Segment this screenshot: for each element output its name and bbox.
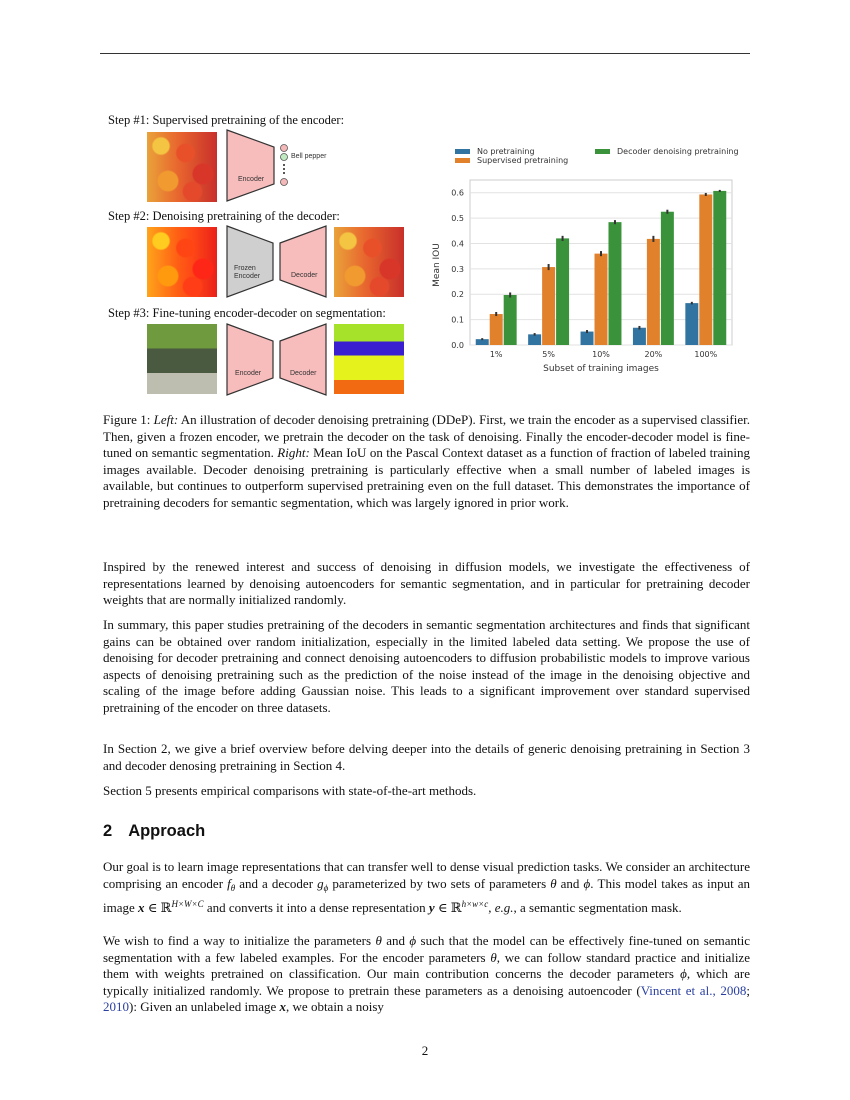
legend-label: No pretraining <box>477 147 535 156</box>
step-3-label: Step #3: Fine-tuning encoder-decoder on segmentation: <box>108 306 386 320</box>
y-tick-label: 0.0 <box>451 341 464 350</box>
text-run: θ <box>550 875 557 891</box>
bar <box>595 254 608 345</box>
frozen-encoder-block <box>226 225 276 298</box>
segmentation-mask-image <box>334 324 404 394</box>
class-label-bell-pepper: Bell pepper <box>291 153 327 160</box>
text-run: Mean IoU on the Pascal Context dataset as a function of fraction of labeled training images available. Decoder denoising pretraining is particularly effective when a small number of labeled images is available, but continues to outperform supervised pretraining even on the full dataset. This demonstrates the importance of pretraining decoders for semantic segmentation, which was largely ignored in prior work. <box>103 445 750 510</box>
text-run: , a semantic segmentation mask. <box>513 900 682 916</box>
text-run: In Section 2, we give a brief overview before delving deeper into the details of generic denoising pretraining in Section 3 and decoder denosing pretraining in Section 4. <box>103 741 750 773</box>
bar <box>699 194 712 345</box>
y-tick-label: 0.3 <box>451 264 464 274</box>
bar <box>685 303 698 345</box>
text-run: and <box>381 933 410 948</box>
approach-paragraph-2 <box>103 933 750 1016</box>
step-2-label: Step #2: Denoising pretraining of the decoder: <box>108 209 340 223</box>
text-run: f <box>227 875 231 891</box>
text-run: , which are typically initialized randomly. We propose to pretrain these parameters as a denoising autoencoder ( <box>103 966 751 998</box>
text-run: Section 5 presents empirical comparisons with state-of-the-art methods. <box>103 783 477 798</box>
text-run: e.g. <box>494 900 514 916</box>
text-run: h×w×c <box>461 899 489 910</box>
class-output-nodes <box>278 143 290 188</box>
bar <box>556 238 569 345</box>
text-run: ϕ <box>583 875 591 891</box>
text-run: ϕ <box>409 933 417 948</box>
text-run: An illustration of decoder denoising pretraining (DDeP). First, we train the encoder as a supervised classifier. Then, given a frozen encoder, we pretrain the decoder on the task of denoising. Finally the encoder-decoder model is fine-tuned on semantic segmentation. <box>103 412 750 461</box>
x-tick-label: 5% <box>542 350 555 359</box>
y-axis-label: Mean IOU <box>432 243 442 287</box>
text-run: θ <box>230 882 236 893</box>
text-run: x <box>279 999 287 1015</box>
text-run: In summary, this paper studies pretraining of the decoders in semantic segmentation architectures and finds that significant gains can be obtained over random initialization, especially in the limited labeled data setting. We propose the use of denoising for decoder pretraining and connect denoising autoencoders to diffusion probabilistic models to improve various aspects of denoising pretraining such as the prediction of the noise instead of the image in the denoising objective and scaling of the image before adding Gaussian noise. This leads to a significant improvement over standard supervised pretraining of the encoder on three datasets. <box>103 617 750 715</box>
x-tick-label: 10% <box>592 350 610 359</box>
text-run: parameterized by two sets of parameters <box>328 875 551 891</box>
text-run: Figure 1: <box>103 412 154 427</box>
citation-link[interactable]: 2010 <box>103 999 129 1015</box>
section-title: Approach <box>128 822 206 840</box>
bar <box>713 191 726 345</box>
bar <box>647 239 660 345</box>
text-run: H×W×C <box>171 899 204 910</box>
bar <box>528 334 541 345</box>
y-tick-label: 0.5 <box>451 214 464 224</box>
decoder-block <box>279 225 329 298</box>
y-tick-label: 0.2 <box>451 290 464 300</box>
text-run: and converts it into a dense representation <box>203 900 429 916</box>
decoder-label: Decoder <box>290 370 317 377</box>
chart-legend <box>455 147 739 165</box>
bar <box>608 222 621 345</box>
denoised-output-image <box>334 227 404 297</box>
frozen-encoder-label <box>234 265 260 281</box>
text-run: x <box>138 900 145 916</box>
text-run: , <box>488 900 495 916</box>
x-tick-label: 20% <box>644 350 663 359</box>
bar <box>633 328 646 345</box>
input-image-peppers <box>147 132 217 202</box>
y-tick-label: 0.4 <box>451 239 464 249</box>
legend-swatch <box>455 149 470 154</box>
citation-link[interactable]: Vincent et al., 2008 <box>640 982 747 998</box>
encoder-label: Encoder <box>238 176 265 183</box>
text-run: , we can follow standard practice and initialize them with weights pretrained on classification. Our main contribution concerns the decoder parameters <box>103 949 750 982</box>
text-run: ϕ <box>680 966 687 982</box>
text-run: ϕ <box>323 882 329 893</box>
text-run: Right: <box>277 445 310 461</box>
bar <box>490 314 503 345</box>
frozen-label: Frozen <box>234 265 256 272</box>
input-image-motorcyclists <box>147 324 217 394</box>
text-run: Inspired by the renewed interest and success of denoising in diffusion models, we investigate the effectiveness of representations learned by denoising autoencoders for semantic segmentation, and in particular for pretraining decoder weights that are normally initialized randomly. <box>103 559 750 608</box>
intro-paragraph-4 <box>103 783 750 800</box>
text-run: ∈ ℝ <box>434 900 462 916</box>
text-run: , we obtain a noisy <box>286 999 384 1015</box>
noisy-input-image <box>147 227 217 297</box>
y-tick-label: 0.1 <box>451 315 464 325</box>
text-run: and a decoder <box>235 875 318 891</box>
intro-paragraph-1 <box>103 559 750 609</box>
intro-paragraph-2 <box>103 617 750 717</box>
figure-caption <box>103 412 750 512</box>
decoder-block <box>279 323 329 396</box>
text-run: θ <box>375 933 382 948</box>
encoder-label: Encoder <box>235 370 262 377</box>
encoder-block <box>226 129 276 202</box>
text-run: g <box>317 875 324 891</box>
approach-paragraph-1 <box>103 859 750 917</box>
x-tick-label: 100% <box>694 350 718 359</box>
text-run: y <box>428 900 435 916</box>
x-tick-label: 1% <box>489 350 503 359</box>
bar <box>661 212 674 345</box>
text-run: ∈ ℝ <box>144 900 172 916</box>
header-rule <box>100 53 750 54</box>
legend-label: Decoder denoising pretraining <box>617 147 739 156</box>
text-run: such that the model can be effectively fine-tuned on semantic segmentation with a few labeled examples. For the encoder parameters <box>103 933 750 965</box>
text-run: and <box>556 875 584 891</box>
text-run: θ <box>490 949 497 965</box>
section-heading <box>103 822 205 841</box>
bar <box>581 332 594 345</box>
text-run: ): Given an unlabeled image <box>129 999 280 1015</box>
intro-paragraph-3 <box>103 741 750 774</box>
decoder-label: Decoder <box>291 272 318 279</box>
text-run: Our goal is to learn image representations that can transfer well to dense visual prediction tasks. We consider an architecture comprising an encoder <box>103 859 750 891</box>
bar <box>542 267 555 345</box>
legend-swatch <box>595 149 610 154</box>
x-axis-label: Subset of training images <box>543 364 659 374</box>
legend-swatch <box>455 158 470 163</box>
legend-label: Supervised pretraining <box>477 156 569 165</box>
text-run: Left: <box>153 412 179 427</box>
text-run: We wish to find a way to initialize the parameters <box>103 933 376 948</box>
encoder-label: Encoder <box>234 273 261 280</box>
text-run: ; <box>746 982 750 998</box>
page-number: 2 <box>421 1043 429 1058</box>
y-tick-label: 0.6 <box>451 188 464 198</box>
section-number: 2 <box>103 822 113 840</box>
text-run: . This model takes as input an image <box>103 875 751 916</box>
bar <box>504 295 517 345</box>
mean-iou-bar-chart <box>430 140 750 380</box>
step-1-label: Step #1: Supervised pretraining of the encoder: <box>108 113 345 127</box>
encoder-block <box>226 323 276 396</box>
